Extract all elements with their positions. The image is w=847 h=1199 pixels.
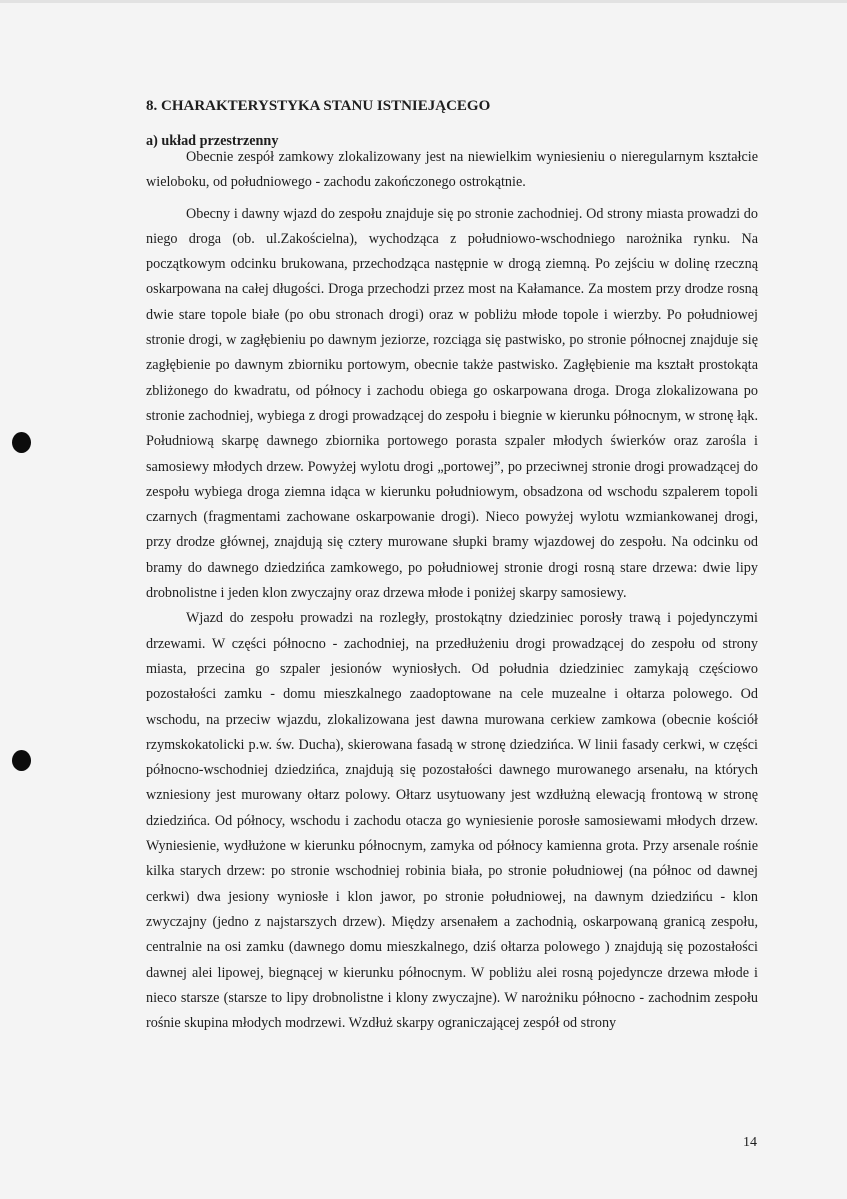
section-heading: 8. CHARAKTERYSTYKA STANU ISTNIEJĄCEGO: [146, 98, 491, 114]
punch-hole-top: [12, 432, 31, 453]
scan-edge: [0, 0, 847, 3]
subsection-heading: a) układ przestrzenny: [146, 133, 279, 149]
page-number: 14: [743, 1135, 757, 1150]
paragraph-2: Obecny i dawny wjazd do zespołu znajduje się po stronie zachodniej. Od strony miasta prowadzi do niego droga (ob. ul.Zakościelna), wychodząca z południowo-wschodniego narożnika rynku. Na początkowym odcinku brukowana, przechodząca następnie w drogą ziemną. Po zejściu w dolinę rzeczną oskarpowana na całej długości. Droga przechodzi przez most na Kałamance. Za mostem przy drodze rosną dwie stare topole białe (po obu stronach drogi) oraz w pobliżu młode topole i wierzby. Po południowej stronie drogi, w zagłębieniu po dawnym jeziorze, rozciąga się pastwisko, po stronie północnej znajduje się zagłębienie po dawnym zbiorniku portowym, obecnie także pastwisko. Zagłębienie ma kształt prostokąta zbliżonego do kwadratu, od północy i zachodu obiega go oskarpowana droga. Droga zlokalizowana po stronie zachodniej, wybiega z drogi prowadzącej do zespołu i biegnie w kierunku północnym, w stronę łąk. Południową skarpę dawnego zbiornika portowego porasta szpaler młodych świerków oraz zarośla i samosiewy młodych drzew. Powyżej wylotu drogi „portowej”, po przeciwnej stronie drogi prowadzącej do zespołu wybiega droga ziemna idąca w kierunku południowym, obsadzona od wschodu szpalerem topoli czarnych (fragmentami zachowane oskarpowanie drogi). Nieco powyżej wylotu wzmiankowanej drogi, przy drodze głównej, znajdują się cztery murowane słupki bramy wjazdowej do zespołu. Na odcinku od bramy do dawnego dziedzińca zamkowego, po południowej stronie drogi rosną stare drzewa: dwie lipy drobnolistne i jeden klon zwyczajny oraz drzewa młode i poniżej skarpy samosiewy.: [146, 205, 758, 602]
punch-hole-bottom: [12, 750, 31, 771]
paragraph-1: Obecnie zespół zamkowy zlokalizowany jest na niewielkim wyniesieniu o nieregularnym kształcie wieloboku, od południowego - zachodu zakończonego ostrokątnie.: [146, 149, 758, 191]
text-body: [146, 96, 758, 1036]
paragraph-3: Wjazd do zespołu prowadzi na rozległy, prostokątny dziedziniec porosły trawą i pojedynczymi drzewami. W części północno - zachodniej, na przedłużeniu drogi prowadzącej do zespołu od strony miasta, przecina go szpaler jesionów wyniosłych. Od południa dziedziniec zamykają częściowo pozostałości zamku - domu mieszkalnego zaadoptowane na cele muzealne i ołtarza polowego. Od wschodu, na przeciw wjazdu, zlokalizowana jest dawna murowana cerkiew zamkowa (obecnie kościół rzymskokatolicki p.w. św. Ducha), skierowana fasadą w stronę dziedzińca. W linii fasady cerkwi, w części północno-wschodniej dziedzińca, znajdują się pozostałości dawnego murowanego arsenału, na których wzniesiony jest murowany ołtarz polowy. Ołtarz usytuowany jest wzdłużną elewacją frontową w stronę dziedzińca. Od północy, wschodu i zachodu otacza go wyniesienie porosłe samosiewami młodych drzew. Wyniesienie, wydłużone w kierunku północnym, zamyka od północy kamienna grota. Przy arsenale rośnie kilka starych drzew: po stronie wschodniej robinia biała, po stronie południowej (na północ od dawnej cerkwi) dwa jesiony wyniosłe i klon jawor, po stronie południowej, na dawnym dziedzińcu - klon zwyczajny (jedno z najstarszych drzew). Między arsenałem a zachodnią, oskarpowaną granicą zespołu, centralnie na osi zamku (dawnego domu mieszkalnego, dziś ołtarza polowego ) znajdują się pozostałości dawnej alei lipowej, biegnącej w kierunku północnym. W pobliżu alei rosną pojedyncze drzewa młode i nieco starsze (starsze to lipy drobnolistne i klony zwyczajne). W narożniku północno - zachodnim zespołu rośnie skupina młodych modrzewi. Wzdłuż skarpy ograniczającej zespół od strony: [146, 610, 758, 1032]
